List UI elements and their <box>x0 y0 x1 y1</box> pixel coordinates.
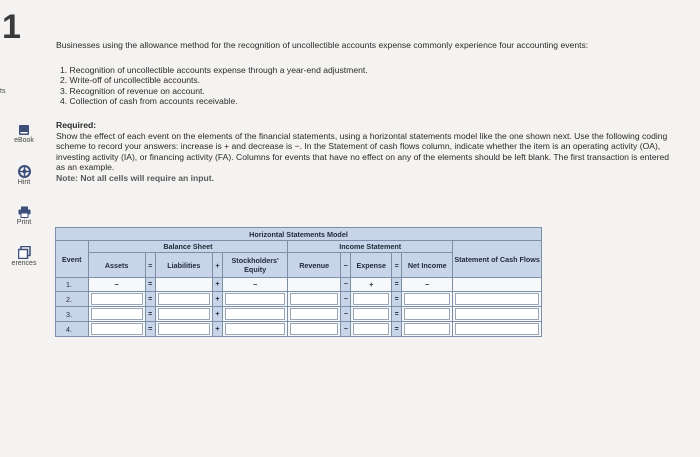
plus-symbol: + <box>212 253 222 278</box>
revenue-input-cell <box>288 322 341 337</box>
revenue-input[interactable] <box>290 323 338 335</box>
expense-input-cell <box>351 307 392 322</box>
equity-input-cell <box>223 307 288 322</box>
net-income-input[interactable] <box>404 308 450 320</box>
equals-symbol: = <box>145 307 155 322</box>
print-icon <box>18 206 31 218</box>
net-income-input-cell <box>402 307 453 322</box>
revenue-input[interactable] <box>290 308 338 320</box>
col-equity-header: Stockholders' Equity <box>223 253 288 278</box>
cash-flows-input-cell <box>453 292 542 307</box>
assets-input[interactable] <box>91 323 143 335</box>
list-item: 2. Write-off of uncollectible accounts. <box>60 75 201 86</box>
expense-input[interactable] <box>353 293 389 305</box>
expense-input[interactable] <box>353 323 389 335</box>
required-text: Show the effect of each event on the elements of the financial statements, using a horizontal statements model like the one shown next. Use the following coding scheme to record your answers: increase is + and decrease is −. In the Statement of cash flows column, indicate whether the item is an operating activity (OA), investing activity (IA), or financing activity (FA). Columns for events that have no effect on any of the elements should be left blank. The first transaction is entered as an example. <box>56 130 670 173</box>
col-liabilities-header: Liabilities <box>155 253 212 278</box>
cash-flows-input[interactable] <box>455 293 539 305</box>
net-income-cell: − <box>402 278 453 292</box>
cash-flows-header: Statement of Cash Flows <box>453 241 542 278</box>
assets-input-cell <box>88 322 145 337</box>
table-title: Horizontal Statements Model <box>56 228 542 241</box>
sidebar-item-print[interactable] <box>0 206 48 226</box>
cash-flows-cell <box>453 278 542 292</box>
table-row <box>56 292 542 307</box>
sidebar-item-ebook[interactable] <box>0 124 48 144</box>
cash-flows-input[interactable] <box>455 308 539 320</box>
net-income-input-cell <box>402 322 453 337</box>
revenue-input[interactable] <box>290 293 338 305</box>
expense-input-cell <box>351 322 392 337</box>
equals-symbol: = <box>145 292 155 307</box>
equals-symbol: = <box>145 278 155 292</box>
equals-symbol: = <box>392 292 402 307</box>
equals-symbol: = <box>145 253 155 278</box>
event-number: 2. <box>56 292 89 307</box>
assets-input[interactable] <box>91 308 143 320</box>
minus-symbol: − <box>341 307 351 322</box>
event-number: 1. <box>56 278 89 292</box>
col-revenue-header: Revenue <box>288 253 341 278</box>
col-assets-header: Assets <box>88 253 145 278</box>
horizontal-statements-table <box>55 227 542 337</box>
table-row <box>56 278 542 292</box>
table-row <box>56 322 542 337</box>
equity-input[interactable] <box>225 308 285 320</box>
liabilities-input[interactable] <box>158 308 210 320</box>
expense-input[interactable] <box>353 308 389 320</box>
liabilities-input-cell <box>155 307 212 322</box>
liabilities-input[interactable] <box>158 293 210 305</box>
required-heading: Required: <box>56 119 97 130</box>
question-number: 1 <box>2 8 21 46</box>
sidebar-item-references[interactable] <box>0 246 48 267</box>
sidebar-item-label: Hint <box>17 179 31 186</box>
sidebar-item-label: eBook <box>14 137 34 144</box>
assets-input-cell <box>88 307 145 322</box>
expense-cell: + <box>351 278 392 292</box>
equity-input-cell <box>223 292 288 307</box>
book-icon <box>18 124 30 136</box>
liabilities-cell <box>155 278 212 292</box>
hint-icon <box>18 165 31 178</box>
references-icon <box>18 246 31 259</box>
equals-symbol: = <box>392 278 402 292</box>
cash-flows-input[interactable] <box>455 323 539 335</box>
question-content <box>56 40 676 184</box>
revenue-cell <box>288 278 341 292</box>
net-income-input[interactable] <box>404 323 450 335</box>
liabilities-input-cell <box>155 322 212 337</box>
equals-symbol: = <box>392 307 402 322</box>
minus-symbol: − <box>341 322 351 337</box>
expense-input-cell <box>351 292 392 307</box>
assets-input[interactable] <box>91 293 143 305</box>
sidebar-item-label: erences <box>11 260 37 267</box>
plus-symbol: + <box>212 307 222 322</box>
equity-input-cell <box>223 322 288 337</box>
event-number: 4. <box>56 322 89 337</box>
equity-input[interactable] <box>225 323 285 335</box>
equity-input[interactable] <box>225 293 285 305</box>
note-text: Note: Not all cells will require an input. <box>56 172 215 183</box>
sidebar-item-hint[interactable] <box>0 165 48 186</box>
intro-text: Businesses using the allowance method for the recognition of uncollectible accounts expense commonly experience four accounting events: <box>56 40 589 50</box>
col-net-income-header: Net Income <box>402 253 453 278</box>
minus-symbol: − <box>341 292 351 307</box>
equals-symbol: = <box>392 322 402 337</box>
col-event-header: Event <box>56 241 89 278</box>
plus-symbol: + <box>212 292 222 307</box>
cash-flows-input-cell <box>453 307 542 322</box>
cash-flows-input-cell <box>453 322 542 337</box>
sidebar-item-label: Print <box>16 219 32 226</box>
equals-symbol: = <box>392 253 402 278</box>
plus-symbol: + <box>212 278 222 292</box>
liabilities-input[interactable] <box>158 323 210 335</box>
revenue-input-cell <box>288 307 341 322</box>
sidebar-fragment: ts <box>0 88 6 95</box>
list-item: 1. Recognition of uncollectible accounts expense through a year-end adjustment. <box>60 64 368 75</box>
liabilities-input-cell <box>155 292 212 307</box>
balance-sheet-header: Balance Sheet <box>88 241 288 253</box>
income-statement-header: Income Statement <box>288 241 453 253</box>
assets-input-cell <box>88 292 145 307</box>
net-income-input-cell <box>402 292 453 307</box>
sidebar <box>0 70 50 457</box>
event-list <box>56 65 676 107</box>
equity-cell: − <box>223 278 288 292</box>
list-item: 4. Collection of cash from accounts receivable. <box>60 96 238 107</box>
revenue-input-cell <box>288 292 341 307</box>
minus-symbol: − <box>341 278 351 292</box>
list-item: 3. Recognition of revenue on account. <box>60 85 205 96</box>
minus-symbol: − <box>341 253 351 278</box>
col-expense-header: Expense <box>351 253 392 278</box>
event-number: 3. <box>56 307 89 322</box>
assets-cell: − <box>88 278 145 292</box>
plus-symbol: + <box>212 322 222 337</box>
table-row <box>56 307 542 322</box>
net-income-input[interactable] <box>404 293 450 305</box>
equals-symbol: = <box>145 322 155 337</box>
